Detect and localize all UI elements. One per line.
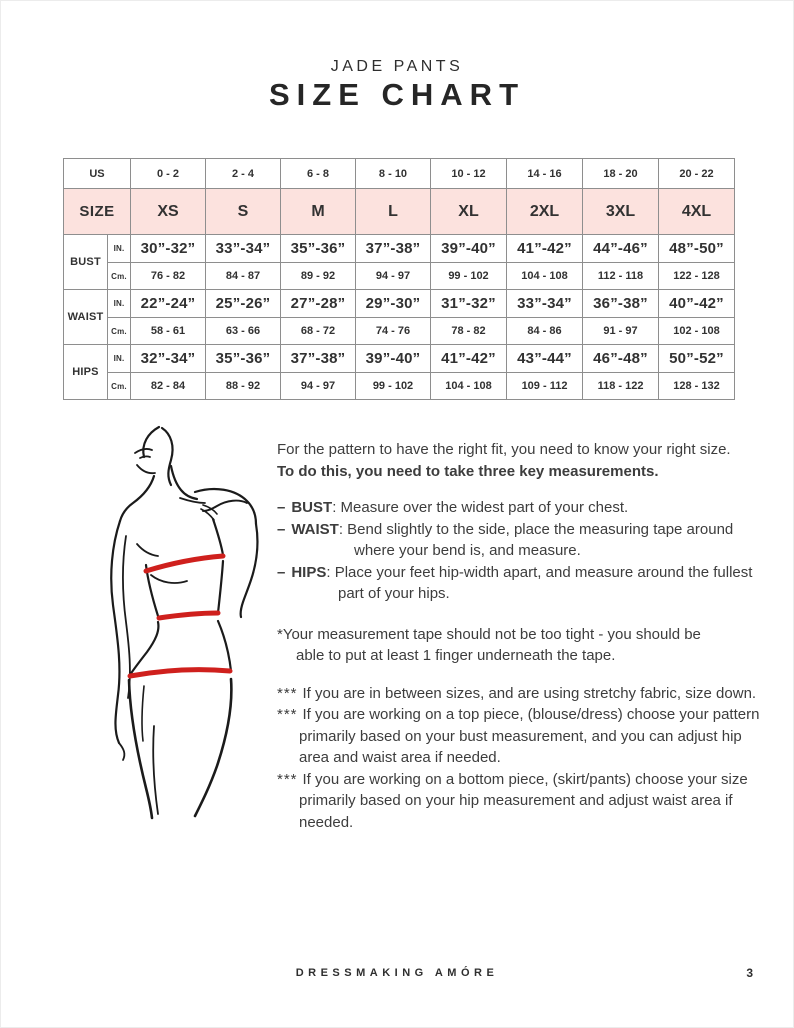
size-value-cell: XL [431,189,507,235]
dash-bullet: – [277,563,286,581]
waist-cm-cell: 102 - 108 [659,318,735,345]
bust-cm-cell: 122 - 128 [659,263,735,290]
table-row-waist-cm [64,318,735,345]
bust-cm-cell: 104 - 108 [507,263,583,290]
bust-definition [277,497,782,519]
table-row-us [64,159,735,189]
inches-unit-cell: IN. [108,345,131,373]
size-value-cell: 2XL [507,189,583,235]
hips-cm-cell: 104 - 108 [431,373,507,400]
size-value-cell: M [281,189,356,235]
size-label-cell: SIZE [64,189,131,235]
tape-note-cont: able to put at least 1 finger underneath the tape. [296,647,616,664]
us-value-cell: 0 - 2 [131,159,206,189]
us-value-cell: 8 - 10 [356,159,431,189]
bust-in-cell: 30”-32” [131,235,206,263]
hips-cm-cell: 82 - 84 [131,373,206,400]
bust-cm-cell: 89 - 92 [281,263,356,290]
waist-cm-cell: 74 - 76 [356,318,431,345]
bust-cm-cell: 84 - 87 [206,263,281,290]
waist-cm-cell: 63 - 66 [206,318,281,345]
bust-in-cell: 33”-34” [206,235,281,263]
waist-cm-cell: 68 - 72 [281,318,356,345]
waist-in-cell: 40”-42” [659,290,735,318]
hips-cm-cell: 94 - 97 [281,373,356,400]
bust-measure-line [146,556,223,571]
table-row-size [64,189,735,235]
hips-definition [277,562,782,584]
instructions [277,439,782,833]
size-value-cell: L [356,189,431,235]
bust-label-cell: BUST [64,235,108,290]
note-text: If you are in between sizes, and are using stretchy fabric, size down. [302,684,757,702]
bust-cm-cell: 94 - 97 [356,263,431,290]
hips-in-cell: 37”-38” [281,345,356,373]
bust-cm-cell: 76 - 82 [131,263,206,290]
note-bottom-piece [277,769,782,791]
us-value-cell: 14 - 16 [507,159,583,189]
table-row-hips-cm [64,373,735,400]
inches-unit-cell: IN. [108,235,131,263]
table-row-waist-in [64,290,735,318]
hips-cm-cell: 118 - 122 [583,373,659,400]
page-number: 3 [746,966,753,980]
measurement-definitions [277,497,782,605]
waist-term: WAIST [291,520,339,538]
waist-in-cell: 33”-34” [507,290,583,318]
bust-cm-cell: 99 - 102 [431,263,507,290]
note-text: If you are working on a bottom piece, (skirt/pants) choose your size [302,770,748,788]
note-top-piece-cont: primarily based on your bust measurement, and you can adjust hip [299,727,742,745]
page-title: SIZE CHART [269,77,525,112]
bust-in-cell: 35”-36” [281,235,356,263]
body-outline [111,427,257,818]
hips-cm-cell: 109 - 112 [507,373,583,400]
waist-label-cell: WAIST [64,290,108,345]
dash-bullet: – [277,499,286,516]
cm-unit-cell: Cm. [108,318,131,345]
footer-brand: DRESSMAKING AMÓRE [295,967,499,979]
bust-in-cell: 41”-42” [507,235,583,263]
hips-term: HIPS [291,563,327,581]
hips-in-cell: 46”-48” [583,345,659,373]
hips-in-cell: 35”-36” [206,345,281,373]
asterisk-marker: *** [277,706,298,723]
woman-sketch [96,424,286,844]
tape-note-line: *Your measurement tape should not be too tight - you should be [277,625,701,643]
asterisk-marker: *** [277,684,298,702]
hips-in-cell: 43”-44” [507,345,583,373]
waist-in-cell: 36”-38” [583,290,659,318]
bust-in-cell: 44”-46” [583,235,659,263]
us-value-cell: 2 - 4 [206,159,281,189]
table-row-bust-cm [64,263,735,290]
hips-cm-cell: 128 - 132 [659,373,735,400]
waist-text-cont: where your bend is, and measure. [354,542,581,559]
waist-in-cell: 25”-26” [206,290,281,318]
us-value-cell: 20 - 22 [659,159,735,189]
hips-in-cell: 39”-40” [356,345,431,373]
waist-in-cell: 29”-30” [356,290,431,318]
asterisk-marker: *** [277,770,298,788]
hips-in-cell: 32”-34” [131,345,206,373]
waist-cm-cell: 91 - 97 [583,318,659,345]
size-value-cell: S [206,189,281,235]
waist-cm-cell: 78 - 82 [431,318,507,345]
us-value-cell: 10 - 12 [431,159,507,189]
waist-text: : Bend slightly to the side, place the measuring tape around [338,520,734,538]
bust-in-cell: 39”-40” [431,235,507,263]
waist-measure-line [159,613,218,618]
bust-cm-cell: 112 - 118 [583,263,659,290]
waist-in-cell: 31”-32” [431,290,507,318]
note-text: If you are working on a top piece, (blouse/dress) choose your pattern [302,706,760,723]
hips-measure-line [130,670,230,676]
note-top-piece-cont: area and waist area if needed. [299,749,501,766]
bust-text: : Measure over the widest part of your chest. [332,499,629,516]
hips-in-cell: 50”-52” [659,345,735,373]
table-row-hips-in [64,345,735,373]
bust-in-cell: 48”-50” [659,235,735,263]
hips-cm-cell: 88 - 92 [206,373,281,400]
hips-label-cell: HIPS [64,345,108,400]
table-row-bust-in [64,235,735,263]
cm-unit-cell: Cm. [108,263,131,290]
note-size-down [277,683,782,705]
waist-in-cell: 27”-28” [281,290,356,318]
hips-cm-cell: 99 - 102 [356,373,431,400]
us-value-cell: 18 - 20 [583,159,659,189]
size-value-cell: 3XL [583,189,659,235]
waist-cm-cell: 84 - 86 [507,318,583,345]
tape-note [277,624,782,667]
cm-unit-cell: Cm. [108,373,131,400]
intro-line-bold: To do this, you need to take three key measurements. [277,462,659,480]
note-top-piece [277,704,782,726]
dash-bullet: – [277,520,286,538]
hips-in-cell: 41”-42” [431,345,507,373]
us-label-cell: US [64,159,131,189]
note-bottom-piece-cont: primarily based on your hip measurement and adjust waist area if needed. [299,792,733,831]
us-value-cell: 6 - 8 [281,159,356,189]
size-value-cell: XS [131,189,206,235]
size-chart-table [63,158,735,400]
figure-illustration [96,424,286,844]
bust-in-cell: 37”-38” [356,235,431,263]
hips-text-cont: part of your hips. [338,585,450,602]
intro-line: For the pattern to have the right fit, you need to know your right size. [277,441,731,458]
waist-definition [277,519,782,541]
waist-in-cell: 22”-24” [131,290,206,318]
pattern-name: JADE PANTS [330,58,464,75]
hips-text: : Place your feet hip-width apart, and measure around the fullest [326,563,753,581]
bust-term: BUST [291,499,333,516]
waist-cm-cell: 58 - 61 [131,318,206,345]
inches-unit-cell: IN. [108,290,131,318]
sizing-notes [277,683,782,834]
size-value-cell: 4XL [659,189,735,235]
